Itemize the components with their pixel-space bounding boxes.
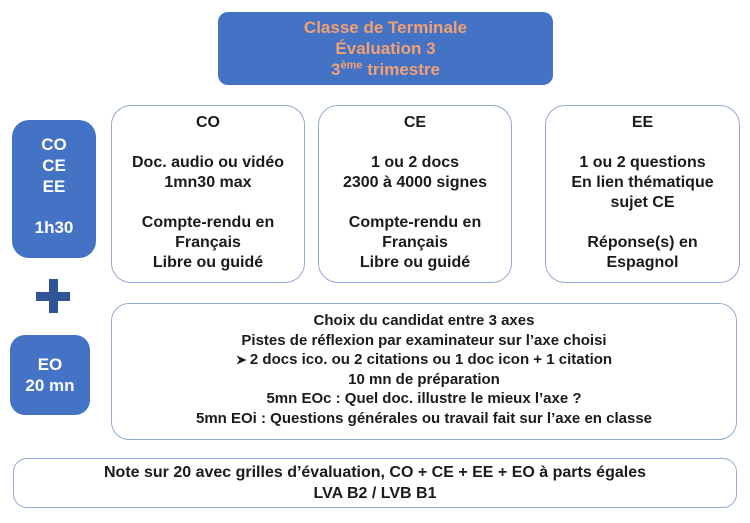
text-line: 5mn EOc : Quel doc. illustre le mieux l’axe ? <box>266 390 582 407</box>
header-line-3-superscript: ème <box>340 59 363 72</box>
header-line-1: Classe de Terminale <box>303 18 468 37</box>
ce-column-title: CE <box>403 114 427 131</box>
plus-icon <box>36 279 70 313</box>
text-line <box>112 133 304 153</box>
text-line: Français <box>382 234 448 251</box>
oral-exam-box <box>10 335 90 415</box>
text-line: En lien thématique <box>571 174 714 191</box>
text-line: 10 mn de préparation <box>348 370 500 388</box>
text-line: 1 ou 2 docs <box>370 154 460 171</box>
oral-exam-label: EO <box>37 355 63 374</box>
text-line: CO <box>41 135 67 154</box>
ee-column-lines <box>546 133 739 273</box>
grading-note-line-2: LVA B2 / LVB B1 <box>313 485 437 502</box>
text-line: Libre ou guidé <box>152 254 264 271</box>
ee-column-box <box>545 105 740 283</box>
text-line: 2 docs ico. ou 2 citations ou 1 doc icon + 1 citation <box>112 350 736 370</box>
text-line: Pistes de réflexion par examinateur sur l’axe choisi <box>241 331 607 349</box>
text-line: EE <box>42 177 66 196</box>
text-line: 2300 à 4000 signes <box>342 174 488 191</box>
grading-note-box <box>13 458 737 508</box>
ee-column-title: EE <box>631 114 654 131</box>
text-line: Compte-rendu en <box>348 214 482 231</box>
grading-note-line-1: Note sur 20 avec grilles d’évaluation, CO + CE + EE + EO à parts égales <box>103 464 646 481</box>
co-column-box <box>111 105 305 283</box>
arrowhead-bullet-icon <box>236 350 247 370</box>
header-line-3 <box>331 59 440 80</box>
text-line: Compte-rendu en <box>141 214 275 231</box>
text-line: Doc. audio ou vidéo <box>131 154 284 171</box>
header-line-3-rest: trimestre <box>367 60 440 79</box>
text-line: Français <box>175 234 241 251</box>
text-line <box>112 193 304 213</box>
ce-column-box <box>318 105 512 283</box>
text-line: 1mn30 max <box>164 174 252 191</box>
oral-details-lines <box>112 311 736 428</box>
written-exams-codes <box>12 134 96 197</box>
written-exams-duration: 1h30 <box>34 218 74 237</box>
text-line: Réponse(s) en <box>587 234 698 251</box>
text-line: Espagnol <box>606 254 679 271</box>
text-line <box>546 133 739 153</box>
co-column-lines <box>112 133 304 273</box>
text-line: 5mn EOi : Questions générales ou travail fait sur l’axe en classe <box>195 409 652 427</box>
oral-details-box <box>111 303 737 440</box>
text-line: 1 ou 2 questions <box>579 154 706 171</box>
ce-column-lines <box>319 133 511 273</box>
header-line-2: Évaluation 3 <box>335 39 436 58</box>
text-line <box>319 193 511 213</box>
text-line: sujet CE <box>610 194 675 211</box>
text-line: Choix du candidat entre 3 axes <box>313 312 535 329</box>
header-title-box <box>218 12 553 85</box>
text-line <box>546 213 739 233</box>
text-line <box>319 133 511 153</box>
co-column-title: CO <box>196 114 220 131</box>
header-line-3-base: 3 <box>331 60 341 79</box>
text-line: Libre ou guidé <box>359 254 471 271</box>
text-line: CE <box>42 156 66 175</box>
oral-exam-duration: 20 mn <box>25 376 75 395</box>
written-exams-box <box>12 120 96 258</box>
